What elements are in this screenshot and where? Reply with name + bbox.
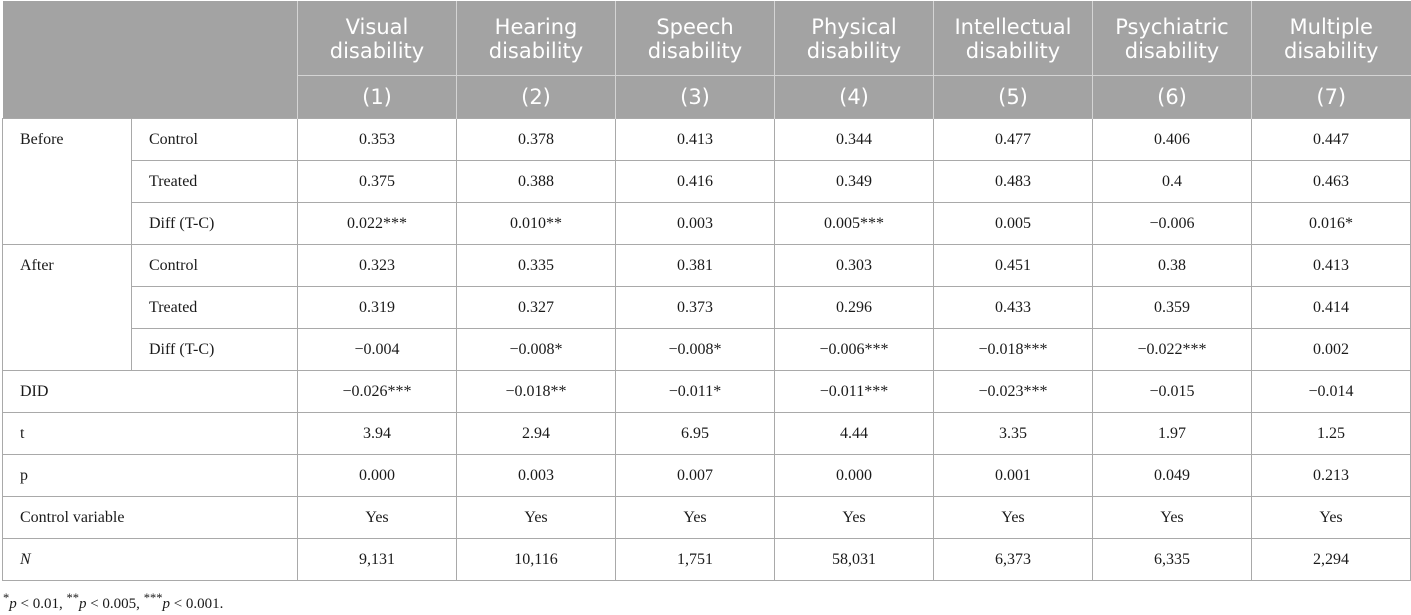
col-title-line2: disability [1284,39,1379,63]
col-title-line2: disability [965,39,1061,63]
col-title-line1: Intellectual [954,15,1072,39]
cell-value: 0.007 [616,455,775,497]
table-row-p [3,455,1411,497]
row-label: Diff (T-C) [132,329,298,371]
cell-value: 0.001 [934,455,1093,497]
col-title-line2: disability [1124,39,1220,63]
cell-value: 0.463 [1252,161,1411,203]
cell-value: 0.335 [457,245,616,287]
cell-value: 0.451 [934,245,1093,287]
col-title-line1: Psychiatric [1115,15,1229,39]
cell-value: 0.296 [775,287,934,329]
cell-value: Yes [616,497,775,539]
cell-value: 0.003 [616,203,775,245]
col-number: (5) [934,76,1093,119]
row-label: N [3,539,298,581]
cell-value: 0.002 [1252,329,1411,371]
col-title-line2: disability [647,39,743,63]
cell-value: 0.378 [457,119,616,161]
cell-value: 0.022*** [298,203,457,245]
col-number: (1) [298,76,457,119]
cell-value: 0.003 [457,455,616,497]
cell-value: −0.018*** [934,329,1093,371]
cell-value: Yes [934,497,1093,539]
header-corner [3,1,298,119]
cell-value: 0.483 [934,161,1093,203]
col-title-line1: Multiple [1289,15,1373,39]
col-header-multiple [1252,1,1411,76]
row-label: Control variable [3,497,298,539]
footnote-text: < 0.005, [86,596,144,612]
table-header [3,1,1411,119]
cell-value: −0.026*** [298,371,457,413]
cell-value: 6.95 [616,413,775,455]
cell-value: 0.413 [1252,245,1411,287]
cell-value: 0.373 [616,287,775,329]
cell-value: 0.353 [298,119,457,161]
cell-value: 2.94 [457,413,616,455]
cell-value: 10,116 [457,539,616,581]
cell-value: 0.433 [934,287,1093,329]
row-label: Treated [132,287,298,329]
cell-value: 0.005*** [775,203,934,245]
cell-value: Yes [298,497,457,539]
cell-value: 0.4 [1093,161,1252,203]
col-number: (6) [1093,76,1252,119]
cell-value: Yes [1252,497,1411,539]
col-header-speech [616,1,775,76]
col-header-visual [298,1,457,76]
row-label: Diff (T-C) [132,203,298,245]
cell-value: −0.004 [298,329,457,371]
cell-value: Yes [1093,497,1252,539]
footnote-symbol: *** [143,591,163,605]
cell-value: 1.97 [1093,413,1252,455]
cell-value: 0.327 [457,287,616,329]
col-number: (3) [616,76,775,119]
cell-value: 0.388 [457,161,616,203]
cell-value: 0.213 [1252,455,1411,497]
header-row-titles [3,1,1411,76]
footnote-p: p [162,596,170,612]
footnote-symbol: ** [66,591,79,605]
col-title-line1: Visual [345,15,409,39]
footnote-symbol: * [3,591,10,605]
cell-value: 0.447 [1252,119,1411,161]
footnote-text: < 0.01, [16,596,67,612]
cell-value: 0.000 [298,455,457,497]
col-header-intellectual [934,1,1093,76]
cell-value: 6,373 [934,539,1093,581]
table-row [3,119,1411,161]
row-label: t [3,413,298,455]
footnote-p: p [9,596,17,612]
cell-value: −0.023*** [934,371,1093,413]
row-label: Control [132,245,298,287]
cell-value: 6,335 [1093,539,1252,581]
table-row [3,329,1411,371]
footnote-p: p [78,596,87,612]
cell-value: 3.94 [298,413,457,455]
cell-value: 0.414 [1252,287,1411,329]
cell-value: 0.359 [1093,287,1252,329]
row-label: DID [3,371,298,413]
table-row-control-variable [3,497,1411,539]
cell-value: 58,031 [775,539,934,581]
cell-value: 0.303 [775,245,934,287]
cell-value: −0.011*** [775,371,934,413]
col-header-psychiatric [1093,1,1252,76]
cell-value: 1.25 [1252,413,1411,455]
cell-value: −0.006*** [775,329,934,371]
col-number: (2) [457,76,616,119]
cell-value: 3.35 [934,413,1093,455]
cell-value: 0.344 [775,119,934,161]
results-table [2,1,1411,581]
cell-value: 0.010** [457,203,616,245]
col-number: (4) [775,76,934,119]
cell-value: 0.413 [616,119,775,161]
cell-value: 0.416 [616,161,775,203]
col-title-line1: Physical [811,15,897,39]
row-label: Control [132,119,298,161]
cell-value: −0.006 [1093,203,1252,245]
cell-value: Yes [457,497,616,539]
col-title-line1: Hearing [494,15,578,39]
cell-value: 0.375 [298,161,457,203]
cell-value: 4.44 [775,413,934,455]
cell-value: 0.323 [298,245,457,287]
table-row-did [3,371,1411,413]
cell-value: Yes [775,497,934,539]
cell-value: 1,751 [616,539,775,581]
cell-value: 0.319 [298,287,457,329]
cell-value: 0.406 [1093,119,1252,161]
col-title-line2: disability [488,39,584,63]
cell-value: 0.38 [1093,245,1252,287]
cell-value: −0.018** [457,371,616,413]
col-number: (7) [1252,76,1411,119]
col-title-line1: Speech [656,15,734,39]
col-header-physical [775,1,934,76]
col-header-hearing [457,1,616,76]
cell-value: −0.015 [1093,371,1252,413]
cell-value: 0.381 [616,245,775,287]
table-row [3,245,1411,287]
cell-value: −0.014 [1252,371,1411,413]
table-row [3,287,1411,329]
row-label: Treated [132,161,298,203]
table-row [3,203,1411,245]
cell-value: 0.049 [1093,455,1252,497]
cell-value: −0.022*** [1093,329,1252,371]
cell-value: 0.016* [1252,203,1411,245]
cell-value: −0.008* [616,329,775,371]
footnote-text: < 0.001. [169,596,224,612]
cell-value: 0.477 [934,119,1093,161]
cell-value: −0.011* [616,371,775,413]
cell-value: −0.008* [457,329,616,371]
cell-value: 9,131 [298,539,457,581]
cell-value: 2,294 [1252,539,1411,581]
cell-value: 0.005 [934,203,1093,245]
row-label: p [3,455,298,497]
group-label-before: Before [3,119,132,245]
table-footnote [3,591,223,613]
table-row-t [3,413,1411,455]
table-row-n [3,539,1411,581]
col-title-line2: disability [329,39,425,63]
table-row [3,161,1411,203]
group-label-after: After [3,245,132,371]
col-title-line2: disability [806,39,902,63]
table-body [3,119,1411,581]
cell-value: 0.000 [775,455,934,497]
cell-value: 0.349 [775,161,934,203]
